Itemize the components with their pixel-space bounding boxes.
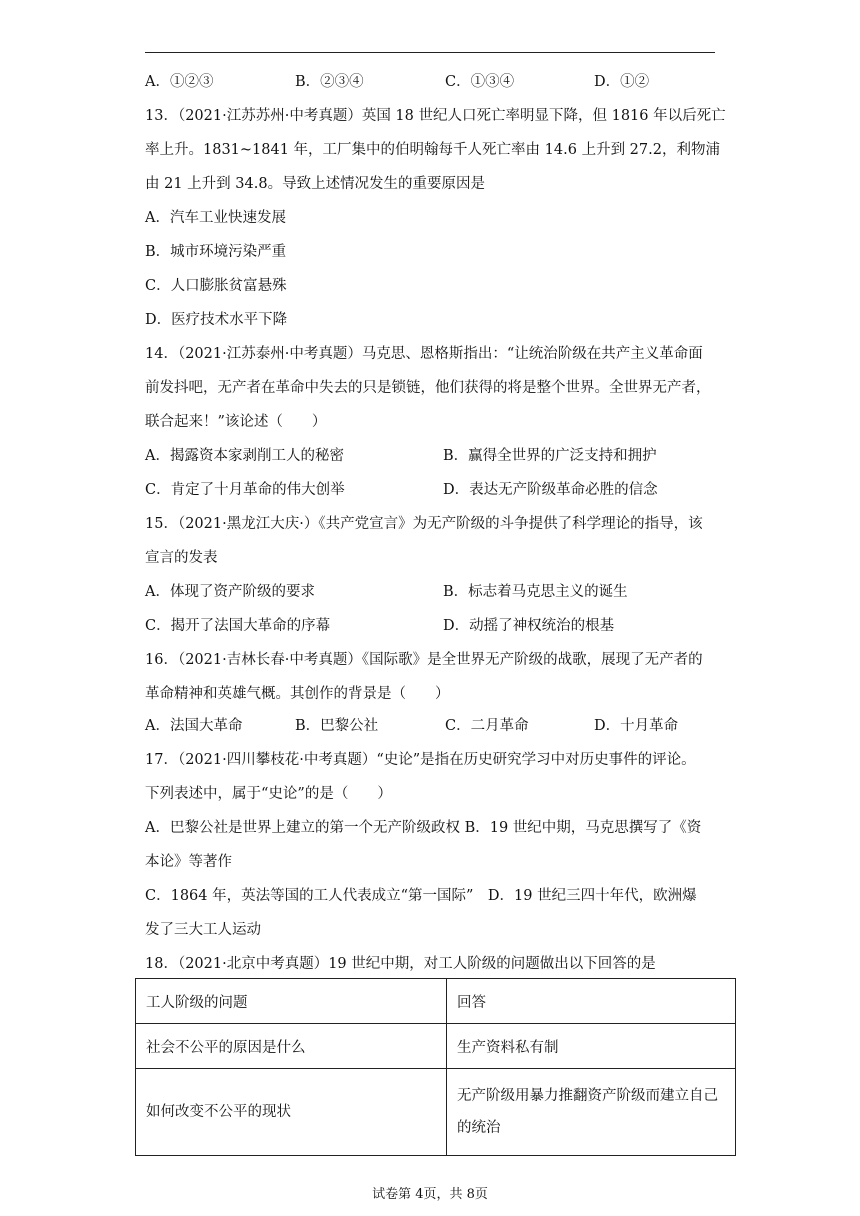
q16-option-b: B．巴黎公社 [295,718,379,734]
q16-stem-line-1: 16．（2021·吉林长春·中考真题）《国际歌》是全世界无产阶级的战歌，展现了无产者的 [145,652,703,668]
prev-option-a: A．①②③ [145,74,214,90]
q13-option-a: A．汽车工业快速发展 [145,210,286,226]
table-header-answer: 回答 [447,979,736,1024]
q17-option-c-d-line-1: C．1864 年，英法等国的工人代表成立“第一国际” D．19 世纪三四十年代，欧洲爆 [145,888,697,904]
q14-option-a: A．揭露资本家剥削工人的秘密 [145,448,344,464]
q17-stem-line-2: 下列表述中，属于“史论”的是（ ） [145,786,392,802]
table-row [136,1069,736,1156]
q14-stem-line-3: 联合起来！”该论述（ ） [145,414,327,430]
q18-stem: 18．（2021·北京中考真题）19 世纪中期，对工人阶级的问题做出以下回答的是 [145,956,656,972]
table-cell-answer: 生产资料私有制 [447,1024,736,1069]
prev-option-b: B．②③④ [295,74,364,90]
q15-stem-line-2: 宣言的发表 [145,550,218,566]
top-rule [145,52,715,53]
prev-option-c: C．①③④ [445,74,515,90]
table-cell-question: 如何改变不公平的现状 [136,1069,447,1156]
q15-option-c: C．揭开了法国大革命的序幕 [145,618,331,634]
q13-stem-line-2: 率上升。1831~1841 年，工厂集中的伯明翰每千人死亡率由 14.6 上升到 27.2，利物浦 [145,142,720,158]
q16-option-c: C．二月革命 [445,718,529,734]
q16-option-a: A．法国大革命 [145,718,243,734]
q16-stem-line-2: 革命精神和英雄气概。其创作的背景是（ ） [145,686,450,702]
table-header-row [136,979,736,1024]
q15-option-d: D．动摇了神权统治的根基 [443,618,615,634]
q15-option-b: B．标志着马克思主义的诞生 [443,584,628,600]
table-cell-question: 社会不公平的原因是什么 [136,1024,447,1069]
q14-stem-line-2: 前发抖吧，无产者在革命中失去的只是锁链，他们获得的将是整个世界。全世界无产者， [145,380,711,396]
q16-option-d: D．十月革命 [594,718,679,734]
q13-option-b: B．城市环境污染严重 [145,244,287,260]
q17-option-a-b-line-1: A．巴黎公社是世界上建立的第一个无产阶级政权 B．19 世纪中期，马克思撰写了《资 [145,820,702,836]
q14-option-b: B．赢得全世界的广泛支持和拥护 [443,448,657,464]
table-cell-answer: 无产阶级用暴力推翻资产阶级而建立自己的统治 [447,1069,736,1156]
table-header-question: 工人阶级的问题 [136,979,447,1024]
q13-stem-line-3: 由 21 上升到 34.8。导致上述情况发生的重要原因是 [145,176,486,192]
q18-table [135,978,736,1156]
q13-option-d: D．医疗技术水平下降 [145,312,288,328]
page-footer: 试卷第 4页，共 8页 [372,1187,488,1202]
q14-option-d: D．表达无产阶级革命必胜的信念 [443,482,658,498]
q15-option-a: A．体现了资产阶级的要求 [145,584,315,600]
q17-stem-line-1: 17．（2021·四川攀枝花·中考真题）“史论”是指在历史研究学习中对历史事件的评论。 [145,752,696,768]
q17-option-b-line-2: 本论》等著作 [145,854,232,870]
q17-option-d-line-2: 发了三大工人运动 [145,922,261,938]
q15-stem-line-1: 15．（2021·黑龙江大庆·）《共产党宣言》为无产阶级的斗争提供了科学理论的指导，该 [145,516,703,532]
q14-stem-line-1: 14．（2021·江苏泰州·中考真题）马克思、恩格斯指出：“让统治阶级在共产主义革命面 [145,346,703,362]
table-row [136,1024,736,1069]
q13-option-c: C．人口膨胀贫富悬殊 [145,278,287,294]
q13-stem-line-1: 13．（2021·江苏苏州·中考真题）英国 18 世纪人口死亡率明显下降，但 1816 年以后死亡 [145,108,726,124]
prev-option-d: D．①② [594,74,650,90]
q14-option-c: C．肯定了十月革命的伟大创举 [145,482,345,498]
